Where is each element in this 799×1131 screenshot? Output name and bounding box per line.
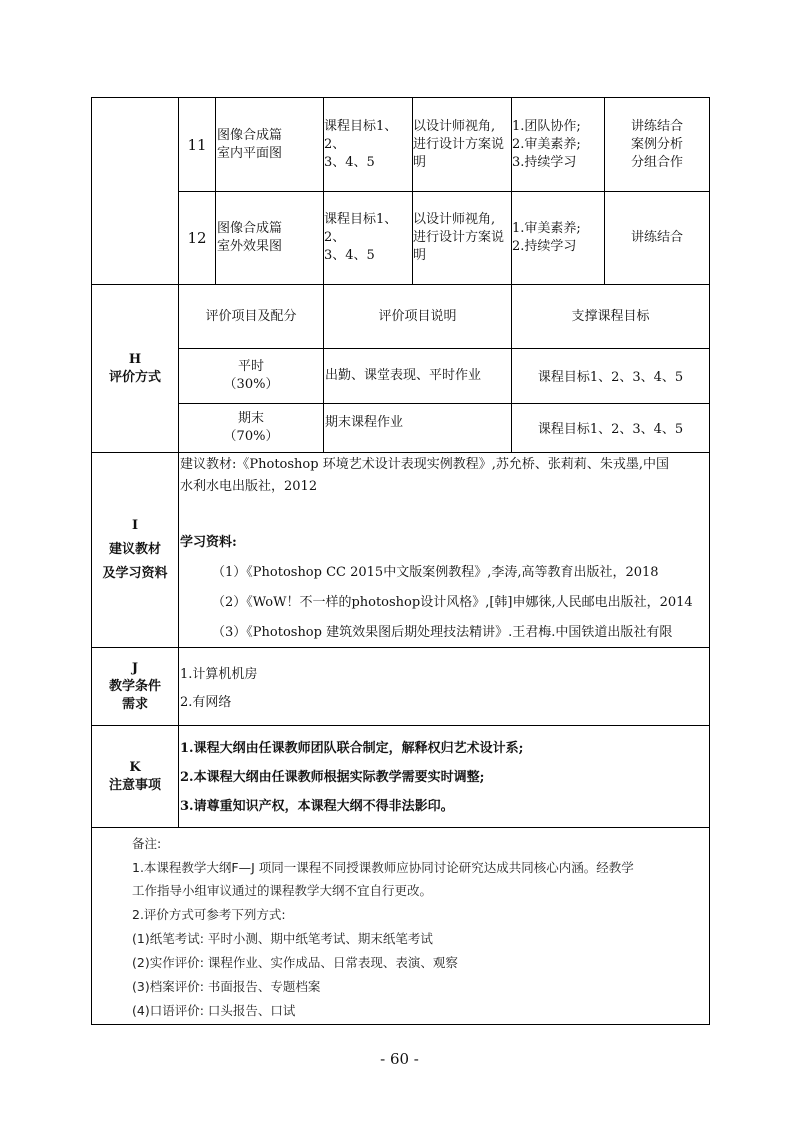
remarks-line: (2)实作评价: 课程作业、实作成品、日常表现、表演、观察 (132, 955, 458, 970)
section-divider (91, 725, 710, 726)
lesson-title-line: 图像合成篇 (217, 127, 283, 143)
conditions-label (92, 648, 178, 725)
textbook-line: 建议教材:《Photoshop 环境艺术设计表现实例教程》,苏允桥、张莉莉、朱戎墨,中国 (180, 457, 669, 472)
eval-item-line: （70%） (223, 429, 279, 444)
ref-item: （2）《WoW！不一样的photoshop设计风格》,[韩]申娜徕,人民邮电出版社，2014 (212, 595, 693, 610)
lesson-desc-line: 明 (413, 248, 427, 263)
lesson-title (217, 98, 323, 191)
section-label: 需求 (121, 696, 148, 712)
lesson-desc-line: 以设计师视角, (413, 118, 496, 134)
notice-item: 1.课程大纲由任课教师团队联合制定，解释权归艺术设计系; (180, 741, 524, 756)
ref-item: （1）《Photoshop CC 2015中文版案例教程》,李涛,高等教育出版社，2018 (212, 565, 659, 580)
lesson-method-line: 分组合作 (630, 154, 683, 170)
section-divider (91, 647, 710, 648)
lesson-quality-line: 2.持续学习 (512, 239, 577, 254)
evaluation-label (92, 285, 178, 452)
notice-item: 2.本课程大纲由任课教师根据实际教学需要实时调整; (180, 770, 485, 785)
remarks-line: 1.本课程教学大纲F—J 项同一课程不同授课教师应协同讨论研究达成共同核心内涵。经教学 (132, 860, 634, 875)
eval-item-line: （30%） (223, 377, 279, 392)
lesson-quality (512, 98, 604, 191)
lesson-target-line: 3、4、5 (324, 248, 375, 263)
page-number: - 60 - (380, 1050, 419, 1068)
lesson-title-line: 图像合成篇 (217, 221, 283, 236)
lesson-target-line: 3、4、5 (324, 154, 375, 170)
notices-label (92, 726, 178, 827)
section-label: 注意事项 (108, 777, 161, 793)
lesson-desc-line: 进行设计方案说 (413, 136, 505, 152)
eval-item (179, 349, 323, 403)
condition-item: 1.计算机机房 (180, 667, 258, 682)
lesson-quality-line: 1.审美素养; (512, 221, 581, 236)
lesson-title (217, 192, 323, 284)
section-label: 建议教材 (108, 542, 161, 557)
eval-item (179, 404, 323, 452)
materials-label (92, 453, 178, 647)
lesson-number: 12 (187, 229, 207, 247)
lesson-target-line: 课程目标1、2、 (324, 118, 398, 152)
remarks-line: (3)档案评价: 书面报告、专题档案 (132, 979, 321, 994)
eval-target: 课程目标1、2、3、4、5 (537, 422, 684, 437)
section-letter: J (131, 660, 139, 676)
lesson-target (324, 98, 412, 191)
lesson-title-line: 室内平面图 (217, 145, 283, 161)
lesson-method-line: 案例分析 (630, 136, 683, 152)
eval-header-target: 支撑课程目标 (571, 308, 650, 324)
section-divider (91, 827, 710, 828)
eval-target: 课程目标1、2、3、4、5 (537, 370, 684, 385)
remarks-line: (1)纸笔考试: 平时小测、期中纸笔考试、期末纸笔考试 (132, 931, 433, 946)
section-label: 教学条件 (108, 678, 161, 694)
textbook-line: 水利水电出版社，2012 (180, 479, 318, 494)
table-border-right (709, 97, 710, 1025)
remarks-line: 2.评价方式可参考下列方式: (132, 907, 286, 922)
section-letter: H (128, 351, 142, 367)
remarks-title: 备注: (132, 836, 162, 851)
lesson-desc (413, 98, 511, 191)
lesson-quality-line: 3.持续学习 (512, 154, 577, 170)
lesson-method: 讲练结合 (630, 230, 683, 245)
eval-desc: 出勤、课堂表现、平时作业 (325, 368, 482, 383)
lesson-desc-line: 进行设计方案说 (413, 230, 505, 245)
eval-desc: 期末课程作业 (325, 415, 404, 430)
lesson-desc-line: 以设计师视角, (413, 212, 496, 227)
eval-item-line: 期末 (237, 411, 264, 426)
eval-item-line: 平时 (237, 359, 264, 374)
section-letter: K (129, 759, 141, 775)
table-border-bottom (91, 1024, 710, 1025)
refs-title: 学习资料: (180, 535, 237, 550)
lesson-quality-line: 1.团队协作; (512, 118, 581, 134)
lesson-desc-line: 明 (413, 154, 427, 170)
lesson-desc (413, 192, 511, 284)
lesson-target (324, 192, 412, 284)
col-divider (215, 97, 216, 284)
lesson-number: 11 (187, 135, 207, 154)
lesson-method (605, 98, 709, 191)
lesson-target-line: 课程目标1、2、 (324, 212, 398, 245)
section-label: 及学习资料 (102, 566, 168, 581)
condition-item: 2.有网络 (180, 695, 232, 710)
eval-header-item: 评价项目及配分 (205, 308, 297, 324)
remarks-line: 工作指导小组审议通过的课程教学大纲不宜自行更改。 (132, 883, 433, 898)
lesson-quality (512, 192, 604, 284)
lesson-title-line: 室外效果图 (217, 239, 283, 254)
lesson-method-line: 讲练结合 (630, 118, 683, 134)
remarks-line: (4)口语评价: 口头报告、口试 (132, 1003, 296, 1018)
lesson-quality-line: 2.审美素养; (512, 136, 581, 152)
eval-header-desc: 评价项目说明 (378, 308, 457, 324)
ref-item: （3）《Photoshop 建筑效果图后期处理技法精讲》.王君梅.中国铁道出版社有限 (212, 625, 673, 640)
section-letter: I (131, 518, 139, 533)
notice-item: 3.请尊重知识产权，本课程大纲不得非法影印。 (180, 799, 454, 814)
section-label: 评价方式 (108, 369, 161, 385)
